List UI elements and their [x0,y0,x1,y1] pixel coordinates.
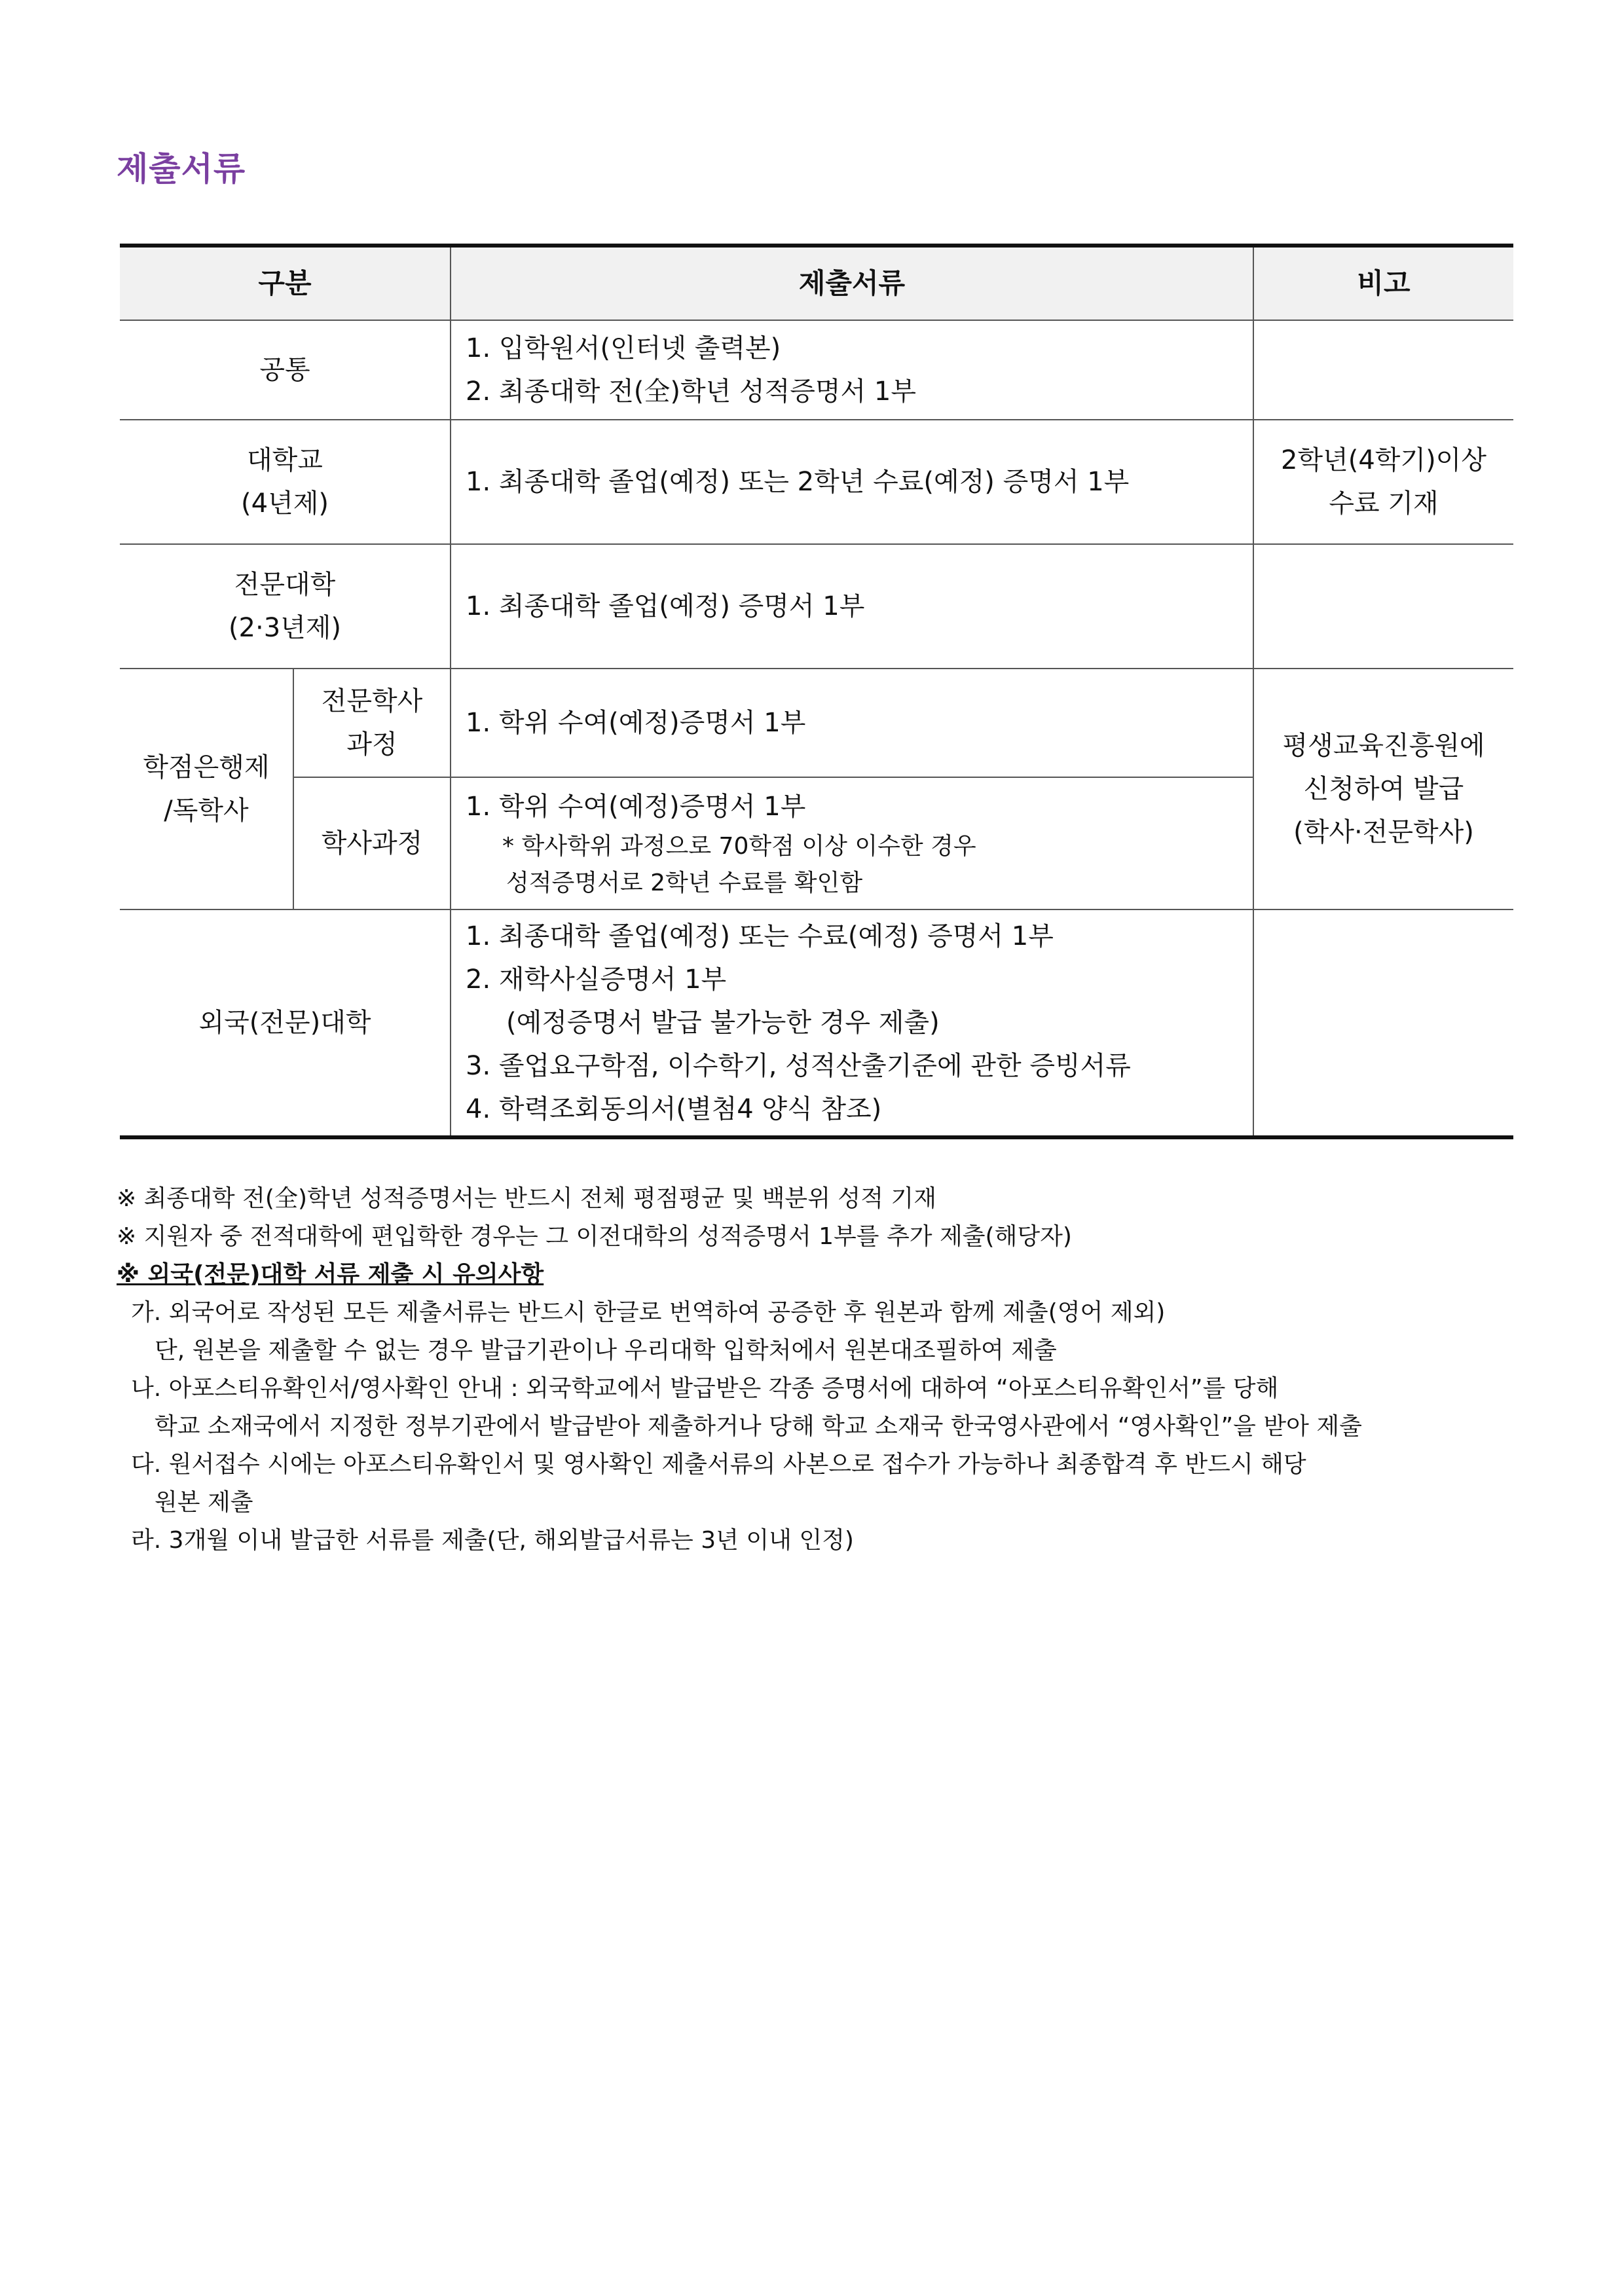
foreign-note-da-continued: 원본 제출 [155,1489,253,1516]
category-line: /독학사 [164,796,249,826]
table-row-college [120,544,1513,669]
category-cell: 공통 [120,320,451,420]
table-row-foreign [120,909,1513,1137]
documents-cell [451,544,1253,669]
footnote-1: ※ 최종대학 전(全)학년 성적증명서는 반드시 전체 평점평균 및 백분위 성적 기재 [117,1185,936,1212]
remark-cell [1253,909,1513,1137]
subcategory-line: 전문학사 [321,686,423,716]
remark-line: (학사·전문학사) [1293,817,1474,847]
document-item: 1. 학위 수여(예정)증명서 1부 [466,792,806,822]
document-item: (예정증명서 발급 불가능한 경우 제출) [506,1008,940,1038]
document-item: 2. 최종대학 전(全)학년 성적증명서 1부 [466,376,917,407]
subcategory-cell: 학사과정 [293,777,451,909]
document-item: 3. 졸업요구학점, 이수학기, 성적산출기준에 관한 증빙서류 [466,1051,1131,1081]
document-note: 성적증명서로 2학년 수료를 확인함 [506,870,863,896]
header-remark: 비고 [1253,246,1513,320]
document-item: 2. 재학사실증명서 1부 [466,964,727,995]
foreign-note-na: 나. 아포스티유확인서/영사확인 안내 : 외국학교에서 발급받은 각종 증명서에 대하여 “아포스티유확인서”를 당해 [131,1375,1279,1402]
footnote-2: ※ 지원자 중 전적대학에 편입학한 경우는 그 이전대학의 성적증명서 1부를 추가 제출(해당자) [117,1223,1072,1250]
table-header-row [120,246,1513,320]
remark-cell [1253,320,1513,420]
foreign-note-ga-continued: 단, 원본을 제출할 수 없는 경우 발급기관이나 우리대학 입학처에서 원본대조필하여 제출 [155,1337,1057,1364]
remark-cell [1253,544,1513,669]
table-row-credit-bank-associate [120,669,1513,777]
remark-line: 신청하여 발급 [1303,774,1464,804]
foreign-note-ga: 가. 외국어로 작성된 모든 제출서류는 반드시 한글로 번역하여 공증한 후 원본과 함께 제출(영어 제외) [131,1299,1166,1326]
document-item: 4. 학력조회동의서(별첨4 양식 참조) [466,1094,882,1124]
table-row-university [120,420,1513,544]
remark-cell [1253,420,1513,544]
category-cell [120,544,451,669]
header-documents: 제출서류 [451,246,1253,320]
category-cell [120,669,293,909]
category-line: 대학교 [247,445,323,475]
foreign-note-na-continued: 학교 소재국에서 지정한 정부기관에서 발급받아 제출하거나 당해 학교 소재국 한국영사관에서 “영사확인”을 받아 제출 [155,1413,1362,1440]
document-item: 1. 최종대학 졸업(예정) 증명서 1부 [466,591,865,621]
remark-line: 평생교육진흥원에 [1282,731,1485,761]
table-row-common [120,320,1513,420]
remark-cell [1253,669,1513,909]
documents-cell [451,669,1253,777]
remark-line: 수료 기재 [1329,488,1439,519]
footnotes [117,1180,1518,1560]
document-item: 1. 입학원서(인터넷 출력본) [466,333,781,363]
document-note: * 학사학위 과정으로 70학점 이상 이수한 경우 [502,833,976,860]
document-item: 1. 최종대학 졸업(예정) 또는 2학년 수료(예정) 증명서 1부 [466,467,1130,497]
category-line: (4년제) [241,488,329,519]
category-line: 학점은행제 [143,752,270,782]
documents-table [120,244,1513,1139]
subcategory-line: 과정 [346,729,397,760]
remark-line: 2학년(4학기)이상 [1281,445,1486,475]
document-item: 1. 최종대학 졸업(예정) 또는 수료(예정) 증명서 1부 [466,921,1054,951]
subcategory-cell [293,669,451,777]
foreign-notes-heading: ※ 외국(전문)대학 서류 제출 시 유의사항 [117,1261,544,1288]
documents-cell [451,420,1253,544]
documents-cell [451,909,1253,1137]
foreign-note-ra: 라. 3개월 이내 발급한 서류를 제출(단, 해외발급서류는 3년 이내 인정) [131,1527,854,1554]
documents-cell [451,777,1253,909]
section-title: 제출서류 [117,150,246,188]
foreign-note-da: 다. 원서접수 시에는 아포스티유확인서 및 영사확인 제출서류의 사본으로 접수가 가능하나 최종합격 후 반드시 해당 [131,1451,1306,1478]
category-line: (2·3년제) [228,613,342,643]
document-item: 1. 학위 수여(예정)증명서 1부 [466,708,806,738]
category-cell [120,420,451,544]
category-cell: 외국(전문)대학 [120,909,451,1137]
category-line: 전문대학 [234,570,336,600]
header-category: 구분 [120,246,451,320]
documents-cell [451,320,1253,420]
